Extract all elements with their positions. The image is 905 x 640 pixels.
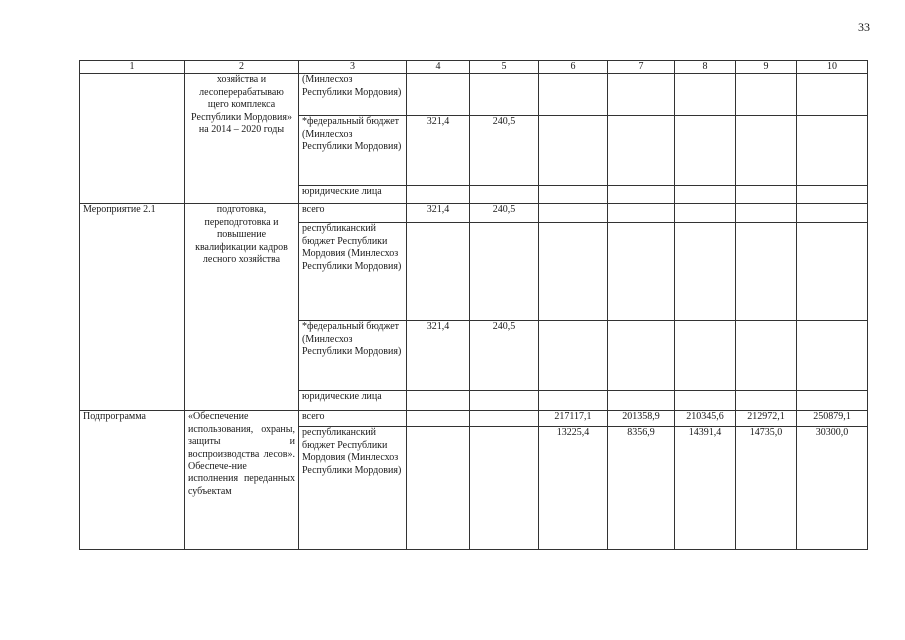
- value-cell: 14391,4: [675, 427, 736, 550]
- column-header: 7: [608, 61, 675, 74]
- value-cell: 14735,0: [736, 427, 797, 550]
- column-header: 1: [80, 61, 185, 74]
- code-cell: Мероприятие 2.1: [80, 204, 185, 411]
- column-header: 3: [299, 61, 407, 74]
- source-cell: юридические лица: [299, 186, 407, 204]
- column-header: 10: [797, 61, 868, 74]
- code-cell: [80, 74, 185, 204]
- budget-table: [79, 60, 868, 550]
- source-cell: всего: [299, 411, 407, 427]
- source-cell: *федеральный бюджет (Минлесхоз Республики Мордовия): [299, 321, 407, 391]
- value-cell: 321,4: [407, 321, 470, 391]
- subprogram-name-cell: «Обеспечение использования, охраны, защиты и воспроизводства лесов». Обеспече-ние исполнения переданных субъектам: [185, 411, 299, 550]
- value-cell: 212972,1: [736, 411, 797, 427]
- value-cell: 201358,9: [608, 411, 675, 427]
- column-header: 4: [407, 61, 470, 74]
- column-header: 5: [470, 61, 539, 74]
- value-cell: 321,4: [407, 116, 470, 186]
- table-row: [80, 411, 868, 427]
- column-header: 6: [539, 61, 608, 74]
- source-cell: *федеральный бюджет (Минлесхоз Республики Мордовия): [299, 116, 407, 186]
- column-header: 9: [736, 61, 797, 74]
- table-row: [80, 204, 868, 223]
- value-cell: 8356,9: [608, 427, 675, 550]
- value-cell: 30300,0: [797, 427, 868, 550]
- source-cell: всего: [299, 204, 407, 223]
- page-number: 33: [858, 20, 870, 34]
- activity-name-cell: подготовка, переподготовка и повышение квалификации кадров лесного хозяйства: [185, 204, 299, 411]
- value-cell: 240,5: [470, 204, 539, 223]
- value-cell: 240,5: [470, 116, 539, 186]
- code-cell: Подпрограмма: [80, 411, 185, 550]
- value-cell: 210345,6: [675, 411, 736, 427]
- value-cell: 250879,1: [797, 411, 868, 427]
- value-cell: 217117,1: [539, 411, 608, 427]
- program-name-cell: хозяйства и лесоперерабатываю щего комплекса Республики Мордовия» на 2014 – 2020 годы: [185, 74, 299, 204]
- column-header: 8: [675, 61, 736, 74]
- value-cell: 13225,4: [539, 427, 608, 550]
- table-row: [80, 74, 868, 116]
- source-cell: республиканский бюджет Республики Мордовия (Минлесхоз Республики Мордовия): [299, 427, 407, 550]
- source-cell: юридические лица: [299, 391, 407, 411]
- source-cell: (Минлесхоз Республики Мордовия): [299, 74, 407, 116]
- value-cell: 240,5: [470, 321, 539, 391]
- source-cell: республиканский бюджет Республики Мордовия (Минлесхоз Республики Мордовия): [299, 223, 407, 321]
- header-row: [80, 61, 868, 74]
- value-cell: 321,4: [407, 204, 470, 223]
- column-header: 2: [185, 61, 299, 74]
